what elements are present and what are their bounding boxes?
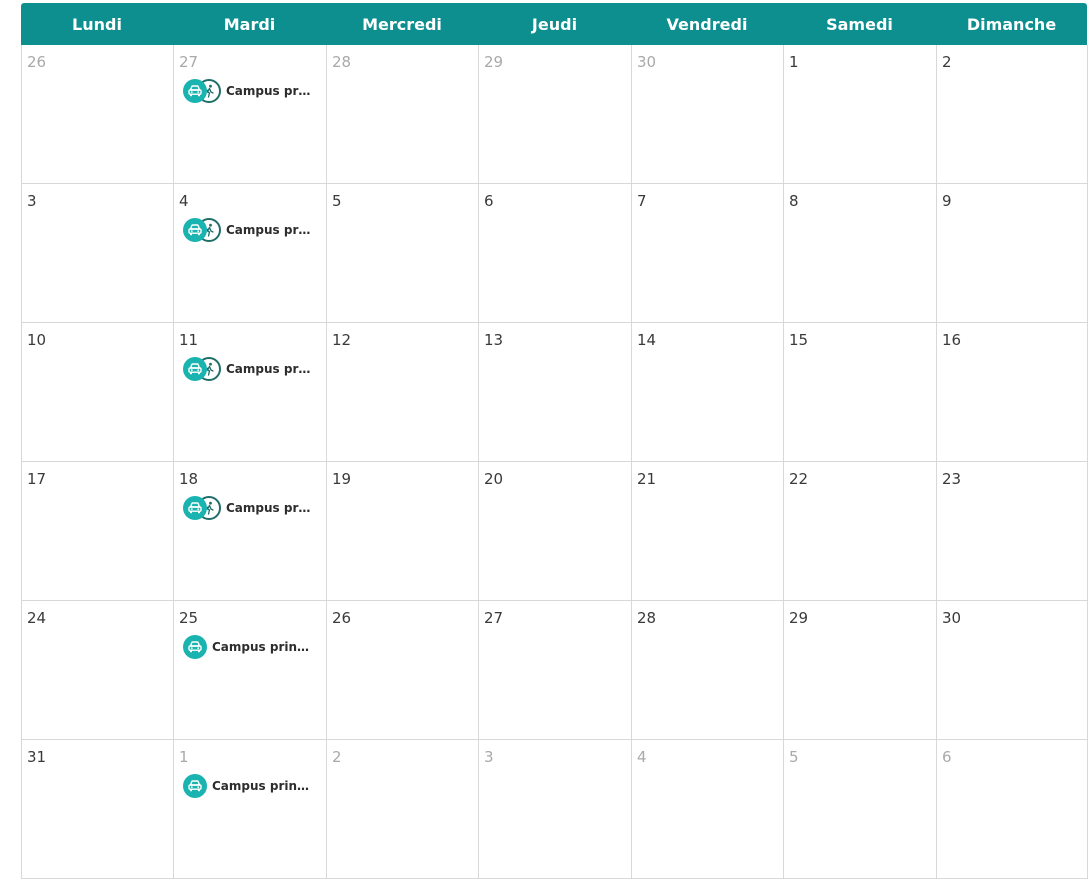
day-cell[interactable] [937,323,1088,462]
calendar-event[interactable] [183,496,310,520]
event-icons [183,79,221,103]
day-number: 23 [942,470,962,488]
day-cell[interactable] [174,462,327,601]
event-label: Campus pr… [226,223,311,237]
month-calendar [21,3,1089,877]
day-cell[interactable] [784,462,937,601]
day-number: 4 [637,748,647,766]
day-cell[interactable] [22,462,174,601]
day-number: 31 [27,748,47,766]
event-icons [183,635,207,659]
day-number: 5 [332,192,342,210]
day-cell[interactable] [937,45,1088,184]
day-number: 8 [789,192,799,210]
event-icons [183,218,221,242]
day-number: 28 [332,53,352,71]
day-number: 28 [637,609,657,627]
day-number: 10 [27,331,47,349]
day-cell[interactable] [327,184,479,323]
day-number: 19 [332,470,352,488]
event-icons [183,357,221,381]
day-cell[interactable] [22,601,174,740]
day-cell[interactable] [174,45,327,184]
day-number: 22 [789,470,809,488]
day-number: 11 [179,331,199,349]
event-label: Campus pr… [226,84,311,98]
calendar-event[interactable] [183,218,310,242]
calendar-event[interactable] [183,774,309,798]
day-number: 21 [637,470,657,488]
day-number: 3 [27,192,37,210]
day-cell[interactable] [632,740,784,879]
day-cell[interactable] [632,462,784,601]
day-number: 25 [179,609,199,627]
day-cell[interactable] [937,184,1088,323]
weekday-monday: Lundi [72,14,122,34]
day-number: 5 [789,748,799,766]
day-cell[interactable] [784,184,937,323]
day-number: 27 [179,53,199,71]
day-cell[interactable] [327,740,479,879]
event-label: Campus prin… [212,640,310,654]
day-cell[interactable] [327,462,479,601]
day-cell[interactable] [632,601,784,740]
day-cell[interactable] [479,601,632,740]
event-icons [183,774,207,798]
car-icon [183,218,207,242]
day-cell[interactable] [632,45,784,184]
day-number: 17 [27,470,47,488]
day-number: 29 [789,609,809,627]
day-number: 6 [484,192,494,210]
weekday-sunday: Dimanche [966,14,1057,34]
day-cell[interactable] [479,323,632,462]
event-label: Campus pr… [226,501,311,515]
weekday-header [21,3,1087,45]
day-cell[interactable] [174,323,327,462]
day-cell[interactable] [784,323,937,462]
day-cell[interactable] [327,323,479,462]
day-cell[interactable] [479,740,632,879]
day-number: 15 [789,331,809,349]
day-cell[interactable] [479,45,632,184]
weekday-saturday: Samedi [826,14,893,34]
day-cell[interactable] [784,601,937,740]
day-number: 24 [27,609,47,627]
day-cell[interactable] [937,601,1088,740]
day-cell[interactable] [937,462,1088,601]
day-number: 29 [484,53,504,71]
calendar-event[interactable] [183,79,310,103]
car-icon [183,357,207,381]
day-cell[interactable] [632,184,784,323]
day-number: 20 [484,470,504,488]
day-cell[interactable] [22,45,174,184]
day-number: 1 [789,53,799,71]
day-cell[interactable] [174,184,327,323]
day-number: 27 [484,609,504,627]
day-number: 6 [942,748,952,766]
day-number: 3 [484,748,494,766]
day-number: 30 [942,609,962,627]
day-cell[interactable] [22,740,174,879]
day-cell[interactable] [22,184,174,323]
day-cell[interactable] [174,740,327,879]
event-label: Campus pr… [226,362,311,376]
day-number: 2 [942,53,952,71]
event-icons [183,496,221,520]
day-cell[interactable] [327,45,479,184]
day-number: 13 [484,331,504,349]
day-number: 26 [27,53,47,71]
day-number: 7 [637,192,647,210]
day-cell[interactable] [937,740,1088,879]
day-number: 1 [179,748,189,766]
day-number: 26 [332,609,352,627]
day-number: 9 [942,192,952,210]
weekday-friday: Vendredi [666,14,748,34]
day-cell[interactable] [632,323,784,462]
day-cell[interactable] [479,184,632,323]
car-icon [183,774,207,798]
car-icon [183,496,207,520]
calendar-event[interactable] [183,357,310,381]
weekday-wednesday: Mercredi [362,14,442,34]
car-icon [183,79,207,103]
day-number: 16 [942,331,962,349]
day-number: 4 [179,192,189,210]
day-cell[interactable] [479,462,632,601]
day-cell[interactable] [784,45,937,184]
day-cell[interactable] [22,323,174,462]
day-number: 14 [637,331,657,349]
day-cell[interactable] [174,601,327,740]
calendar-event[interactable] [183,635,309,659]
day-cell[interactable] [784,740,937,879]
weekday-thursday: Jeudi [531,14,578,34]
day-number: 2 [332,748,342,766]
event-label: Campus prin… [212,779,310,793]
car-icon [183,635,207,659]
day-number: 30 [637,53,657,71]
weekday-tuesday: Mardi [223,14,276,34]
day-cell[interactable] [327,601,479,740]
day-number: 18 [179,470,199,488]
day-number: 12 [332,331,352,349]
calendar-grid [21,45,1089,879]
